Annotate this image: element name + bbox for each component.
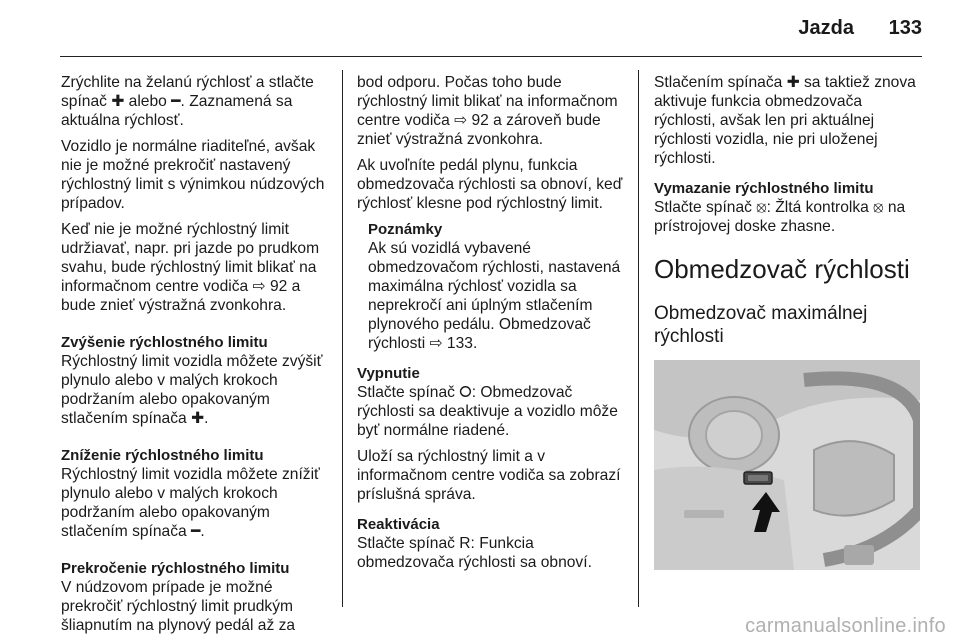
heading-max-speed-limiter: Obmedzovač maximálnej rýchlosti: [654, 303, 868, 347]
note-title: Poznámky: [368, 221, 443, 238]
paragraph-steerable: Vozidlo je normálne riaditeľné, avšak nie je možné prekročiť nastavený rýchlostný limit s výnimkou núdzových prípadov.: [61, 138, 325, 212]
header-rule: [60, 56, 922, 57]
paragraph-resistance-point: bod odporu. Počas toho bude rýchlostný limit blikať na informačnom centre vodiča ⇨ 92 a zároveň bude znieť výstražná zvonkohra.: [357, 74, 618, 148]
column-divider-2: [638, 70, 639, 607]
heading-increase-limit: Zvýšenie rýchlostného limitu: [61, 334, 268, 351]
paragraph-plus-reactivates: Stlačením spínača ✚ sa taktiež znova aktivuje funkcia obmedzovača rýchlosti, avšak len pri aktuálnej rýchlosti vozidla, nie pri uloženej rýchlosti.: [654, 74, 916, 167]
paragraph-increase-limit: Rýchlostný limit vozidla môžete zvýšiť plynulo alebo v malých krokoch podržaním alebo opakovaným stlačením spínača ✚.: [61, 353, 323, 427]
column-1: [61, 73, 333, 642]
column-2: [357, 73, 629, 579]
heading-decrease-limit: Zníženie rýchlostného limitu: [61, 447, 264, 464]
column-divider-1: [342, 70, 343, 607]
page-number: 133: [888, 17, 922, 39]
paragraph-decrease-limit: Rýchlostný limit vozidla môžete znížiť plynulo alebo v malých krokoch podržaním alebo opakovaným stlačením spínača ━.: [61, 466, 320, 540]
section-title: Jazda: [798, 17, 854, 39]
paragraph-release-pedal: Ak uvoľníte pedál plynu, funkcia obmedzovača rýchlosti sa obnoví, keď rýchlosť klesne pod rýchlostný limit.: [357, 157, 623, 212]
note-text: Ak sú vozidlá vybavené obmedzovačom rýchlosti, nastavená maximálna rýchlosť vozidla sa neprekročí ani úplným stlačením plynového pedálu. Obmedzovač rýchlosti ⇨ 133.: [368, 240, 621, 352]
heading-clear-limit: Vymazanie rýchlostného limitu: [654, 180, 874, 197]
heading-speed-limiter: Obmedzovač rýchlosti: [654, 254, 910, 284]
column-3: [654, 73, 922, 570]
page-header: [0, 0, 960, 58]
steering-column-illustration: [654, 360, 920, 570]
watermark: carmanualsonline.info: [745, 615, 946, 637]
paragraph-clear-limit: Stlačte spínač ⦻: Žltá kontrolka ⦻ na prístrojovej doske zhasne.: [654, 199, 906, 235]
heading-switch-off: Vypnutie: [357, 365, 420, 382]
paragraph-cannot-maintain: Keď nie je možné rýchlostný limit udržiavať, napr. pri jazde po prudkom svahu, bude rýchlostný limit blikať na informačnom centre vodiča ⇨ 92 a bude znieť výstražná zvonkohra.: [61, 221, 320, 314]
note-box: [368, 220, 629, 353]
paragraph-switch-off: Stlačte spínač ⭘: Obmedzovač rýchlosti sa deaktivuje a vozidlo môže byť normálne riadené.: [357, 384, 618, 439]
heading-reactivation: Reaktivácia: [357, 516, 440, 533]
paragraph-accelerate: Zrýchlite na želanú rýchlosť a stlačte spínač ✚ alebo ━. Zaznamená sa aktuálna rýchlosť.: [61, 74, 314, 129]
paragraph-limit-stored: Uloží sa rýchlostný limit a v informačnom centre vodiča sa zobrazí príslušná správa.: [357, 448, 621, 503]
paragraph-exceed-limit: V núdzovom prípade je možné prekročiť rýchlostný limit prudkým šliapnutím na plynový pedál až za: [61, 579, 296, 634]
heading-exceed-limit: Prekročenie rýchlostného limitu: [61, 560, 290, 577]
paragraph-reactivation: Stlačte spínač R: Funkcia obmedzovača rýchlosti sa obnoví.: [357, 535, 592, 571]
